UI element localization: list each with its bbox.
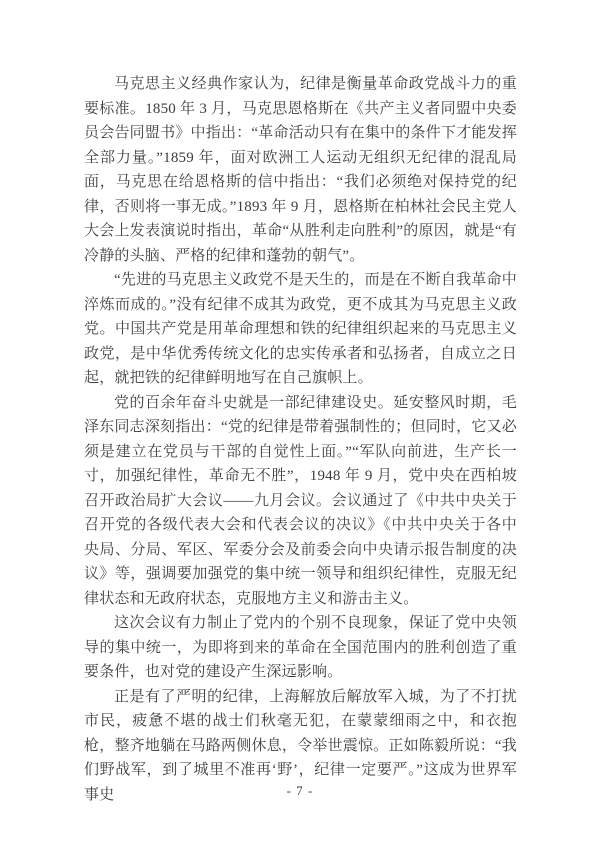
paragraph-3: 党的百余年奋斗史就是一部纪律建设史。延安整风时期，毛泽东同志深刻指出：“党的纪律是带着强制性的；但同时，它又必须是建立在党员与干部的自觉性上面。”“军队向前进，生产长一寸，加强纪律性，革命无不胜”，1948 年 9 月，党中央在西柏坡召开政治局扩大会议——九月会议。会议通过了《中共中央关于召开党的各级代表大会和代表会议的决议》《中共中央关于各中央局、分局、军区、军委分会及前委会向中央请示报告制度的决议》等，强调要加强党的集中统一领导和组织纪律性，克服无纪律状态和无政府状态，克服地方主义和游击主义。 <box>84 394 517 607</box>
paragraph-1: 马克思主义经典作家认为，纪律是衡量革命政党战斗力的重要标准。1850 年 3 月，马克思恩格斯在《共产主义者同盟中央委员会告同盟书》中指出：“革命活动只有在集中的条件下才能发挥全部力量。”1859 年，面对欧洲工人运动无组织无纪律的混乱局面，马克思在给恩格斯的信中指出：“我们必须绝对保持党的纪律，否则将一事无成。”1893 年 9 月，恩格斯在柏林社会民主党人大会上发表演说时指出，革命“从胜利走向胜利”的原因，就是“有冷静的头脑、严格的纪律和蓬勃的朝气”。 <box>84 76 517 264</box>
paragraph-2: “先进的马克思主义政党不是天生的，而是在不断自我革命中淬炼而成的。”没有纪律不成其为政党，更不成其为马克思主义政党。中国共产党是用革命理想和铁的纪律组织起来的马克思主义政党，是中华优秀传统文化的忠实传承者和弘扬者，自成立之日起，就把铁的纪律鲜明地写在自己旗帜上。 <box>84 272 517 386</box>
document-body <box>84 72 517 807</box>
paragraph-4: 这次会议有力制止了党内的个别不良现象，保证了党中央领导的集中统一，为即将到来的革命在全国范围内的胜利创造了重要条件，也对党的建设产生深远影响。 <box>84 615 517 680</box>
paragraph-5: 正是有了严明的纪律，上海解放后解放军入城，为了不打扰市民，疲惫不堪的战士们秋毫无犯，在蒙蒙细雨之中，和衣抱枪，整齐地躺在马路两侧休息，令举世震惊。正如陈毅所说：“我们野战军，到了城里不准再‘野’，纪律一定要严。”这成为世界军事史 <box>84 688 517 803</box>
page-number: - 7 - <box>286 783 314 798</box>
